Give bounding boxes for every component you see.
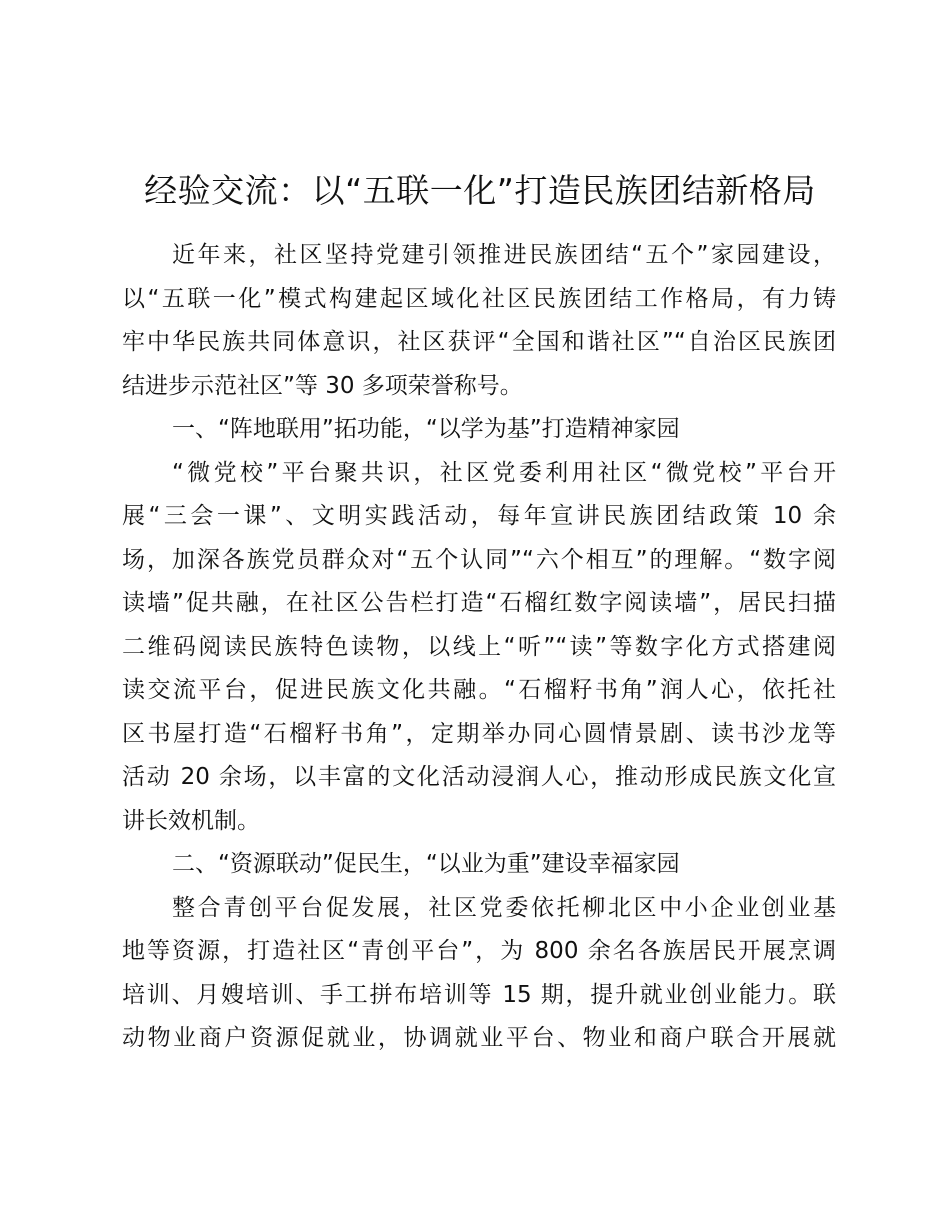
- body-line: 场，加深各族党员群众对“五个认同”“六个相互”的理解。“数字阅: [122, 546, 836, 573]
- section-heading-1: 一、“阵地联用”拓功能，“以学为基”打造精神家园: [172, 416, 680, 442]
- section-heading-2: 二、“资源联动”促民生，“以业为重”建设幸福家园: [172, 851, 680, 877]
- body-line: 动物业商户资源促就业，协调就业平台、物业和商户联合开展就: [122, 1025, 836, 1051]
- body-line: 牢中华民族共同体意识，社区获评“全国和谐社区”“自治区民族团: [122, 329, 836, 355]
- body-line: 结进步示范社区”等 30 多项荣誉称号。: [122, 372, 523, 399]
- body-line: 活动 20 余场，以丰富的文化活动浸润人心，推动形成民族文化宣: [122, 764, 836, 790]
- body-line: 培训、月嫂培训、手工拼布培训等 15 期，提升就业创业能力。联: [122, 981, 836, 1008]
- body-line: 讲长效机制。: [122, 807, 260, 834]
- body-line: 读墙”促共融，在社区公告栏打造“石榴红数字阅读墙”，居民扫描: [122, 590, 836, 616]
- body-line: “微党校”平台聚共识，社区党委利用社区“微党校”平台开: [172, 459, 836, 486]
- body-line: 二维码阅读民族特色读物，以线上“听”“读”等数字化方式搭建阅: [122, 633, 836, 660]
- body-line: 近年来，社区坚持党建引领推进民族团结“五个”家园建设，: [172, 242, 836, 268]
- body-line: 整合青创平台促发展，社区党委依托柳北区中小企业创业基: [172, 894, 836, 921]
- document-body: [122, 234, 836, 1061]
- body-line: 地等资源，打造社区“青创平台”，为 800 余名各族居民开展烹调: [122, 938, 836, 964]
- body-line: 以“五联一化”模式构建起区域化社区民族团结工作格局，有力铸: [122, 285, 836, 312]
- body-line: 区书屋打造“石榴籽书角”，定期举办同心圆情景剧、读书沙龙等: [122, 720, 836, 747]
- body-line: 读交流平台，促进民族文化共融。“石榴籽书角”润人心，依托社: [122, 677, 836, 703]
- body-line: 展“三会一课”、文明实践活动，每年宣讲民族团结政策 10 余: [122, 503, 836, 529]
- document-title: 经验交流：以“五联一化”打造民族团结新格局: [144, 171, 816, 210]
